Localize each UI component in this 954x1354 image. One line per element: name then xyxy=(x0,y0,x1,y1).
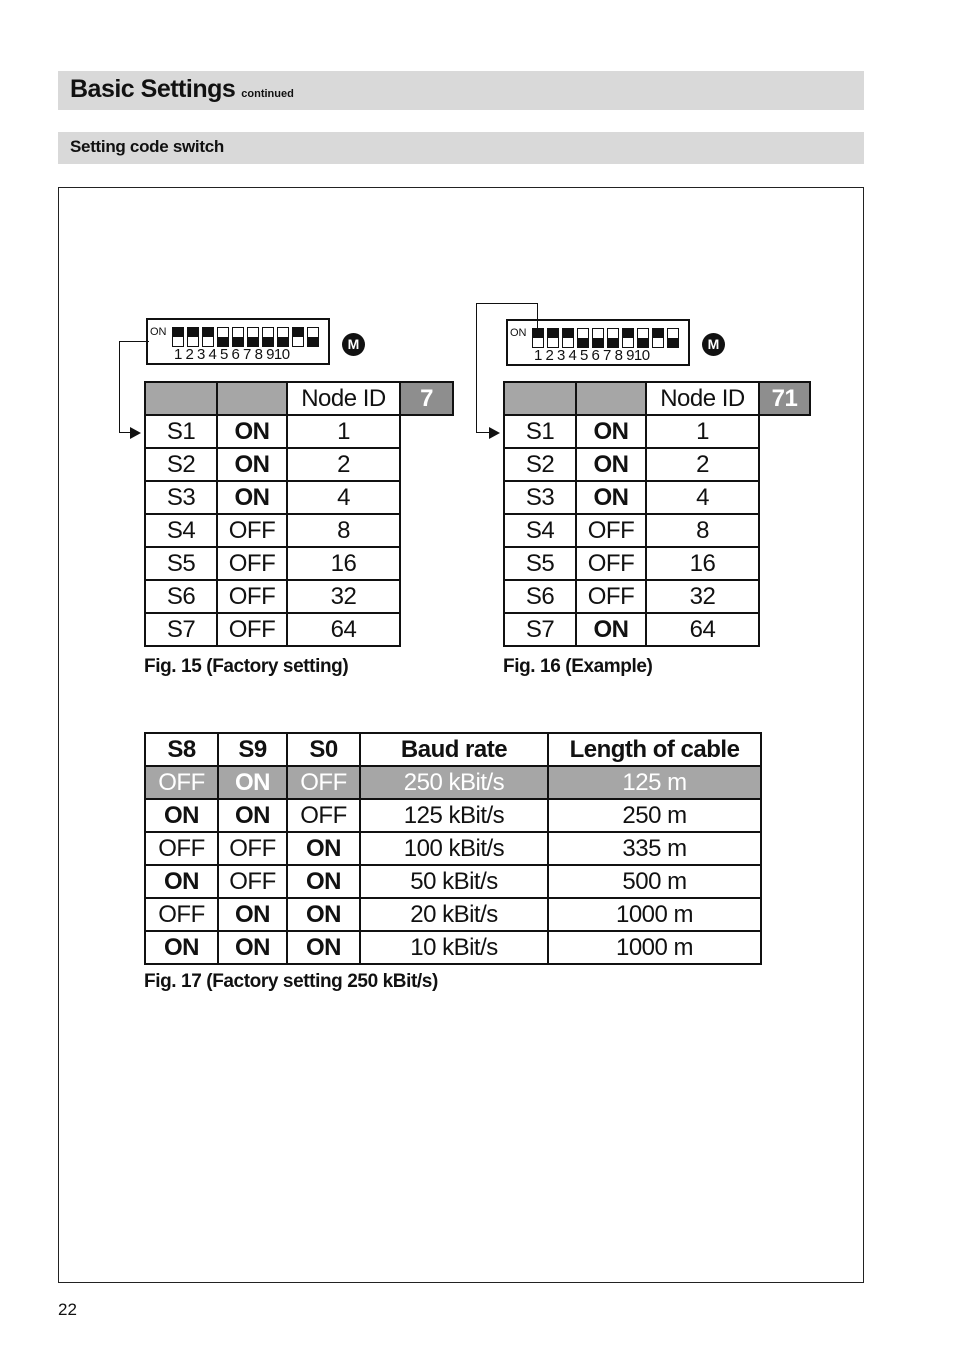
switch-label: S6 xyxy=(145,580,217,613)
arrow-line xyxy=(119,341,149,342)
switch-state: ON xyxy=(217,448,287,481)
node-id-value: 7 xyxy=(400,382,453,415)
dip-switch-8 xyxy=(277,327,289,347)
switch-state: OFF xyxy=(217,613,287,646)
switch-label: S6 xyxy=(504,580,576,613)
page-number: 22 xyxy=(58,1300,77,1319)
motor-icon: M xyxy=(702,333,725,356)
arrow-line xyxy=(537,303,538,328)
dip-switch-9 xyxy=(292,327,304,347)
motor-icon: M xyxy=(342,333,365,356)
figure-caption: Fig. 16 (Example) xyxy=(503,656,653,677)
switch-label: S4 xyxy=(504,514,576,547)
switch-value: 4 xyxy=(646,481,759,514)
column-header: Length of cable xyxy=(548,733,761,766)
table-row: OFF ON OFF 250 kBit/s 125 m xyxy=(145,766,761,799)
switch-state: ON xyxy=(576,448,646,481)
switch-label: S7 xyxy=(504,613,576,646)
dip-switch-5 xyxy=(592,328,604,348)
figure-caption: Fig. 17 (Factory setting 250 kBit/s) xyxy=(144,971,438,992)
switch-label: S2 xyxy=(145,448,217,481)
dip-numbers: 1 2 3 4 5 6 7 8 910 xyxy=(534,347,650,364)
table-row: ON ON ON 10 kBit/s 1000 m xyxy=(145,931,761,964)
column-header: S8 xyxy=(145,733,218,766)
switch-state: ON xyxy=(576,415,646,448)
dip-switch-fig16 xyxy=(506,319,690,366)
node-id-value: 71 xyxy=(759,382,810,415)
switch-value: 1 xyxy=(646,415,759,448)
switch-value: 1 xyxy=(287,415,400,448)
switch-state: OFF xyxy=(217,580,287,613)
switch-label: S7 xyxy=(145,613,217,646)
dip-switch-10 xyxy=(667,328,679,348)
switch-label: S3 xyxy=(504,481,576,514)
switch-value: 64 xyxy=(287,613,400,646)
dip-switch-2 xyxy=(187,327,199,347)
switch-value: 4 xyxy=(287,481,400,514)
subsection-title: Setting code switch xyxy=(70,137,224,156)
dip-switch-fig15 xyxy=(146,318,330,365)
table-row: ON ON OFF 125 kBit/s 250 m xyxy=(145,799,761,832)
switch-value: 16 xyxy=(646,547,759,580)
dip-switch-6 xyxy=(247,327,259,347)
dip-switch-4 xyxy=(577,328,589,348)
baud-rate-table xyxy=(144,732,762,965)
node-id-label: Node ID xyxy=(287,382,400,415)
node-id-table-fig16 xyxy=(503,381,811,647)
dip-switch-1 xyxy=(532,328,544,348)
section-title: Basic Settings continued xyxy=(70,75,294,103)
dip-switch-9 xyxy=(652,328,664,348)
switch-value: 64 xyxy=(646,613,759,646)
dip-numbers: 1 2 3 4 5 6 7 8 910 xyxy=(174,346,290,363)
switch-label: S3 xyxy=(145,481,217,514)
switch-label: S2 xyxy=(504,448,576,481)
arrow-line xyxy=(476,303,477,433)
dip-switch-2 xyxy=(547,328,559,348)
switch-state: ON xyxy=(576,481,646,514)
arrow-line xyxy=(476,432,490,433)
switch-value: 8 xyxy=(646,514,759,547)
node-id-label: Node ID xyxy=(646,382,759,415)
section-header xyxy=(58,71,864,110)
column-header: S9 xyxy=(218,733,287,766)
switch-label: S1 xyxy=(145,415,217,448)
table-row: ON OFF ON 50 kBit/s 500 m xyxy=(145,865,761,898)
switch-label: S1 xyxy=(504,415,576,448)
dip-switch-3 xyxy=(202,327,214,347)
switch-value: 32 xyxy=(287,580,400,613)
dip-switch-3 xyxy=(562,328,574,348)
switch-state: OFF xyxy=(576,514,646,547)
dip-switch-8 xyxy=(637,328,649,348)
arrow-head-icon xyxy=(489,427,500,439)
switch-state: ON xyxy=(217,481,287,514)
dip-on-label: ON xyxy=(150,326,167,338)
switch-state: ON xyxy=(217,415,287,448)
continued-label: continued xyxy=(241,88,294,100)
dip-switch-10 xyxy=(307,327,319,347)
dip-switch-7 xyxy=(262,327,274,347)
column-header: S0 xyxy=(287,733,360,766)
switch-value: 2 xyxy=(646,448,759,481)
arrow-head-icon xyxy=(130,427,141,439)
switch-state: OFF xyxy=(576,547,646,580)
dip-switch-7 xyxy=(622,328,634,348)
dip-switch-6 xyxy=(607,328,619,348)
column-header: Baud rate xyxy=(360,733,548,766)
switch-label: S5 xyxy=(504,547,576,580)
switch-label: S4 xyxy=(145,514,217,547)
switch-label: S5 xyxy=(145,547,217,580)
arrow-line xyxy=(476,303,538,304)
node-id-table-fig15 xyxy=(144,381,454,647)
switch-value: 2 xyxy=(287,448,400,481)
switch-state: ON xyxy=(576,613,646,646)
table-row: OFF OFF ON 100 kBit/s 335 m xyxy=(145,832,761,865)
switch-value: 8 xyxy=(287,514,400,547)
switch-value: 16 xyxy=(287,547,400,580)
dip-switch-4 xyxy=(217,327,229,347)
switch-value: 32 xyxy=(646,580,759,613)
table-row: OFF ON ON 20 kBit/s 1000 m xyxy=(145,898,761,931)
subsection-header xyxy=(58,132,864,164)
dip-on-label: ON xyxy=(510,327,527,339)
dip-switch-1 xyxy=(172,327,184,347)
switch-state: OFF xyxy=(217,547,287,580)
arrow-line xyxy=(119,341,120,433)
switch-state: OFF xyxy=(217,514,287,547)
switch-state: OFF xyxy=(576,580,646,613)
figure-caption: Fig. 15 (Factory setting) xyxy=(144,656,349,677)
dip-switch-5 xyxy=(232,327,244,347)
